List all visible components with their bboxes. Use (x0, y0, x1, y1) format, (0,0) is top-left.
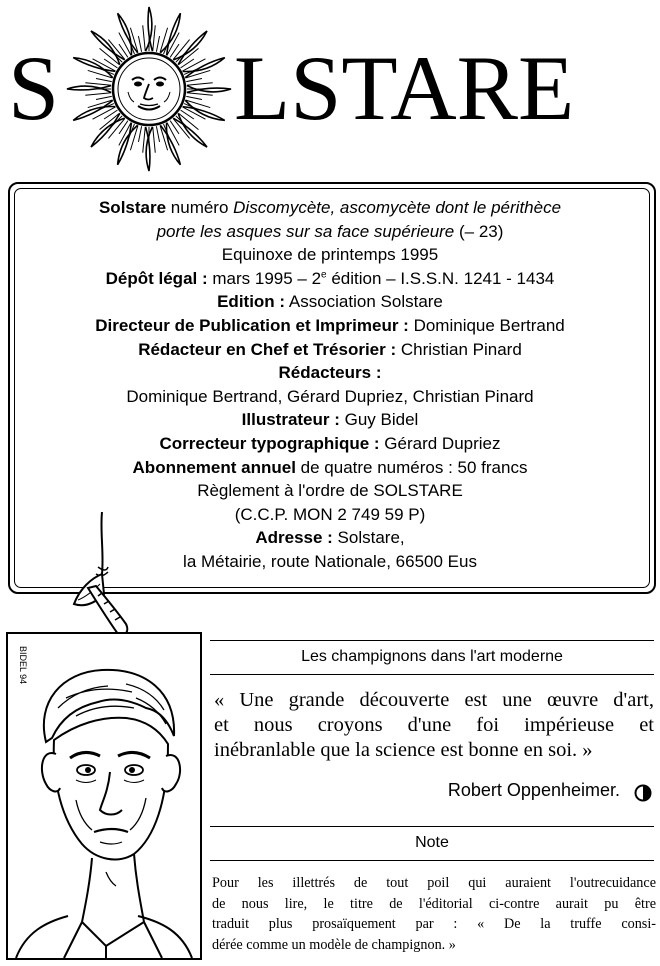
redac-chef-label: Rédacteur en Chef et Trésorier : (138, 339, 397, 359)
portrait-illustration (6, 632, 202, 960)
directeur-value: Dominique Bertrand (408, 315, 565, 335)
depot-value-a: mars 1995 – 2 (207, 268, 322, 288)
correcteur-label: Correcteur typographique : (159, 433, 380, 453)
colophon-redacteurs-label: Rédacteurs : (278, 363, 382, 383)
colophon-line-issue (14, 196, 646, 220)
quote-line-3: inébranlable que la science est bonne en soi. » (214, 739, 593, 761)
colophon-season: Equinoxe de printemps 1995 (221, 245, 439, 265)
note-line-2: de nous lire, le titre de l'éditorial ci-contre aurait pu être (212, 895, 656, 912)
depot-value-sup: e (321, 269, 327, 281)
sun-ray-line (156, 36, 159, 52)
colophon-edition (14, 290, 646, 314)
note-line-3: traduit plus prosaïquement par : « De la truffe consi- (212, 916, 656, 932)
sun-ray-line (85, 83, 111, 86)
colophon-issue-title-2: porte les asques sur sa face supérieure (156, 221, 455, 241)
colophon-depot (14, 267, 646, 291)
colophon-illustrateur (14, 408, 646, 432)
colophon-issue-text: numéro (166, 198, 234, 217)
sun-ray-line (156, 126, 159, 142)
colophon-adresse-line2: la Métairie, route Nationale, 66500 Eus (183, 551, 477, 571)
directeur-label: Directeur de Publication et Imprimeur : (95, 315, 409, 335)
section2-top-rule (210, 826, 654, 827)
quote-author: Robert Oppenheimer. (447, 780, 620, 800)
sun-ray-line (143, 127, 146, 153)
colophon-ccp: (C.C.P. MON 2 749 59 P) (234, 504, 426, 524)
adresse-value: Solstare, (332, 528, 405, 548)
colophon-issue-title-1: Discomycète, ascomycète dont le périthèce (233, 198, 562, 217)
section1-title-rule (210, 674, 654, 675)
section1-title: Les champignons dans l'art moderne (301, 648, 563, 665)
sun-ray-line (96, 96, 112, 99)
sun-ray-line (186, 96, 202, 99)
edition-label: Edition : (217, 292, 286, 312)
sun-face-icon (62, 0, 236, 178)
quote-line-1: « Une grande découverte est une œuvre d'art, (214, 689, 654, 711)
section2-title-rule (210, 860, 654, 861)
quote-line-2: et nous croyons d'une foi impérieuse et (214, 714, 654, 736)
illustrator-signature: BIDEL 94 (18, 646, 28, 685)
sun-ray-line (143, 25, 146, 51)
colophon-correcteur (14, 432, 646, 456)
note-text (212, 873, 656, 955)
sun-ray-line (138, 36, 141, 52)
illustrateur-label: Illustrateur : (241, 410, 340, 430)
masthead-title-rest: LSTARE (234, 37, 575, 139)
depot-label: Dépôt légal : (105, 268, 208, 288)
depot-value-b: édition – I.S.S.N. 1241 - 1434 (326, 268, 555, 288)
adresse-label: Adresse : (255, 528, 333, 548)
redac-chef-value: Christian Pinard (396, 339, 522, 359)
sun-ray-line (153, 127, 156, 153)
note-line-4: dérée comme un modèle de champignon. » (212, 936, 456, 953)
sun-ray-line (187, 83, 213, 86)
sun-ray-line (85, 93, 111, 96)
colophon-redacteurs-value: Dominique Bertrand, Gérard Dupriez, Christian Pinard (126, 386, 534, 406)
section1-top-rule (210, 640, 654, 641)
masthead (0, 0, 660, 178)
note-line-1: Pour les illettrés de tout poil qui auraient l'outrecuidance (212, 875, 656, 891)
colophon-issue-number: (– 23) (454, 221, 504, 241)
hanging-mushroom-icon (52, 512, 152, 652)
edition-value: Association Solstare (285, 292, 443, 312)
sun-ray-line (186, 78, 202, 81)
half-moon-icon (634, 784, 652, 802)
colophon-journal-name: Solstare (98, 198, 167, 217)
quotation (214, 688, 654, 763)
abonnement-value: de quatre numéros : 50 francs (295, 457, 528, 477)
sun-ray-line (96, 78, 112, 81)
sun-ray-line (138, 126, 141, 142)
illustrateur-value: Guy Bidel (339, 410, 419, 430)
correcteur-value: Gérard Dupriez (379, 433, 501, 453)
colophon-abonnement (14, 456, 646, 480)
colophon-line-issue-2 (14, 220, 646, 244)
sun-ray-line (153, 25, 156, 51)
colophon-directeur (14, 314, 646, 338)
colophon-reglement: Règlement à l'ordre de SOLSTARE (197, 481, 463, 501)
abonnement-label: Abonnement annuel (132, 457, 296, 477)
sun-ray-line (187, 93, 213, 96)
masthead-title-first-letter: S (8, 37, 60, 139)
section2-title: Note (415, 834, 449, 851)
colophon-redacteur-chef (14, 338, 646, 362)
